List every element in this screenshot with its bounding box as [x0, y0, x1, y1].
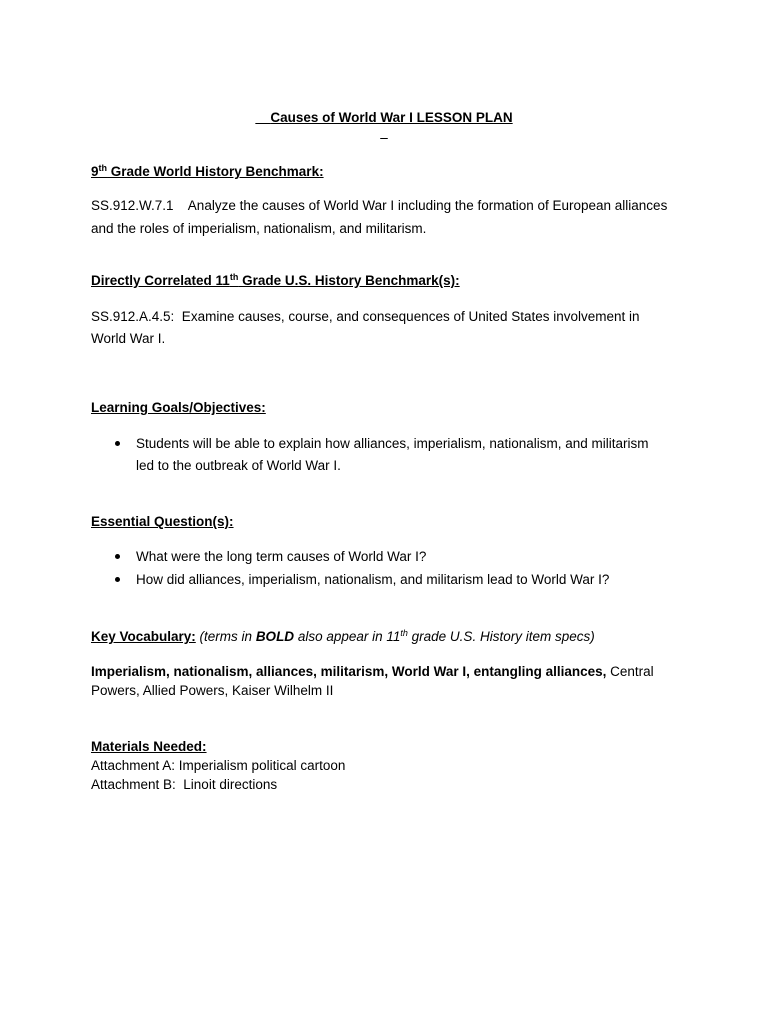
- materials-item-1: Attachment A: Imperialism political cartoon: [91, 758, 346, 773]
- benchmark-11-heading-pre: Directly Correlated 11: [91, 273, 230, 288]
- learning-goal-line-2: led to the outbreak of World War I.: [136, 458, 341, 473]
- learning-goal-line-1: Students will be able to explain how alliances, imperialism, nationalism, and militarism: [136, 436, 649, 451]
- key-vocabulary-note: [196, 629, 595, 644]
- page-title-text: Causes of World War I LESSON PLAN: [270, 110, 513, 125]
- benchmark-11-text-line-2: World War I.: [91, 331, 166, 346]
- key-vocabulary-heading-line: [91, 629, 595, 644]
- vocabulary-bold-terms: Imperialism, nationalism, alliances, militarism, World War I, entangling alliances,: [91, 664, 607, 679]
- vocabulary-terms-line-2: Powers, Allied Powers, Kaiser Wilhelm II: [91, 683, 334, 698]
- vocab-note-mid: also appear in 11: [294, 629, 401, 644]
- benchmark-9-heading-pre: 9: [91, 164, 99, 179]
- benchmark-9-heading-sup: th: [98, 163, 108, 173]
- materials-heading: Materials Needed:: [91, 739, 207, 754]
- essential-questions-heading: Essential Question(s):: [91, 514, 234, 529]
- benchmark-11-text-line-1: SS.912.A.4.5: Examine causes, course, and consequences of United States involvement in: [91, 309, 640, 324]
- bullet-icon: [115, 577, 120, 582]
- vocab-note-sup: th: [400, 628, 408, 638]
- benchmark-9-text-line-1: SS.912.W.7.1 Analyze the causes of World War I including the formation of European alliances: [91, 198, 668, 213]
- benchmark-11-heading-post: Grade U.S. History Benchmark(s):: [238, 273, 460, 288]
- vocab-note-post: grade U.S. History item specs): [407, 629, 595, 644]
- benchmark-11-heading: [91, 273, 460, 288]
- key-vocabulary-heading: Key Vocabulary:: [91, 629, 196, 644]
- page-title: [0, 95, 768, 140]
- essential-question-2: How did alliances, imperialism, nationalism, and militarism lead to World War I?: [136, 572, 610, 587]
- vocab-note-pre: (terms in: [195, 629, 256, 644]
- learning-goals-heading: Learning Goals/Objectives:: [91, 400, 266, 415]
- materials-item-2: Attachment B: Linoit directions: [91, 777, 278, 792]
- benchmark-9-heading: [91, 164, 324, 179]
- benchmark-9-text-line-2: and the roles of imperialism, nationalism, and militarism.: [91, 221, 427, 236]
- benchmark-11-heading-sup: th: [229, 272, 239, 282]
- essential-question-1: What were the long term causes of World War I?: [136, 549, 427, 564]
- bullet-icon: [115, 441, 120, 446]
- bullet-icon: [115, 554, 120, 559]
- vocabulary-terms-line-1: [91, 664, 654, 679]
- vocabulary-plain-terms-1: Central: [606, 664, 654, 679]
- vocab-note-bold: BOLD: [255, 629, 295, 644]
- benchmark-9-heading-post: Grade World History Benchmark:: [107, 164, 324, 179]
